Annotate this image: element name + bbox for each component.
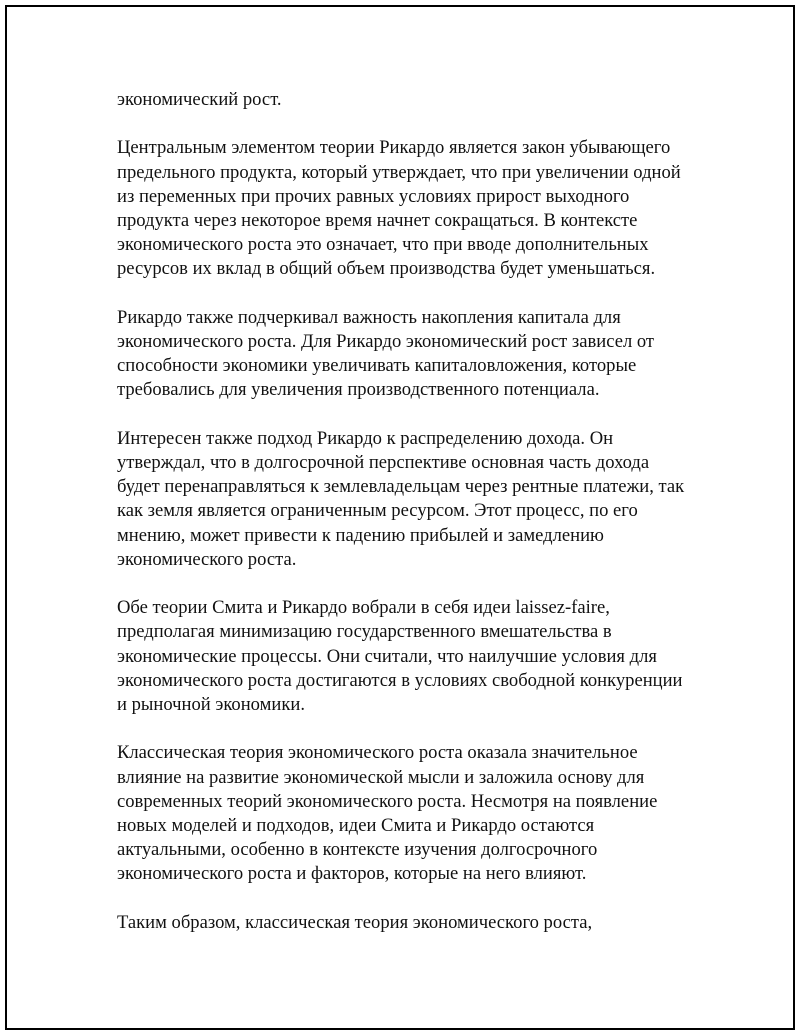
paragraph: Таким образом, классическая теория экономического роста, [117,911,593,933]
paragraph: Обе теории Смита и Рикардо вобрали в себя идеи laissez-faire, предполагая минимизацию государственного вмешательства в экономические процессы. Они считали, что наилучшие условия для экономического роста достигаются в условиях свободной конкуренции и рыночной экономики. [117,597,683,716]
paragraph: экономический рост. [117,89,282,110]
paragraph: Интересен также подход Рикардо к распределению дохода. Он утверждал, что в долгосрочной перспективе основная часть дохода будет перенаправляться к землевладельцам через рентные платежи, так как земля является ограниченным ресурсом. Этот процесс, по его мнению, может привести к падению прибылей и замедлению экономического роста. [117,427,685,570]
paragraph: Центральным элементом теории Рикардо является закон убывающего предельного продукта, который утверждает, что при увеличении одной из переменных при прочих равных условиях прирост выходного продукта через некоторое время начнет сокращаться. В контексте экономического роста это означает, что при вводе дополнительных ресурсов их вклад в общий объем производства будет уменьшаться. [117,137,681,280]
paragraph: Рикардо также подчеркивал важность накопления капитала для экономического роста. Для Рикардо экономический рост зависел от способности экономики увеличивать капиталовложения, которые требовались для увеличения производственного потенциала. [117,306,655,401]
document-body [117,88,702,959]
paragraph: Классическая теория экономического роста оказала значительное влияние на развитие экономической мысли и заложила основу для современных теорий экономического роста. Несмотря на появление новых моделей и подходов, идеи Смита и Рикардо остаются актуальными, особенно в контексте изучения долгосрочного экономического роста и факторов, которые на него влияют. [117,742,658,885]
